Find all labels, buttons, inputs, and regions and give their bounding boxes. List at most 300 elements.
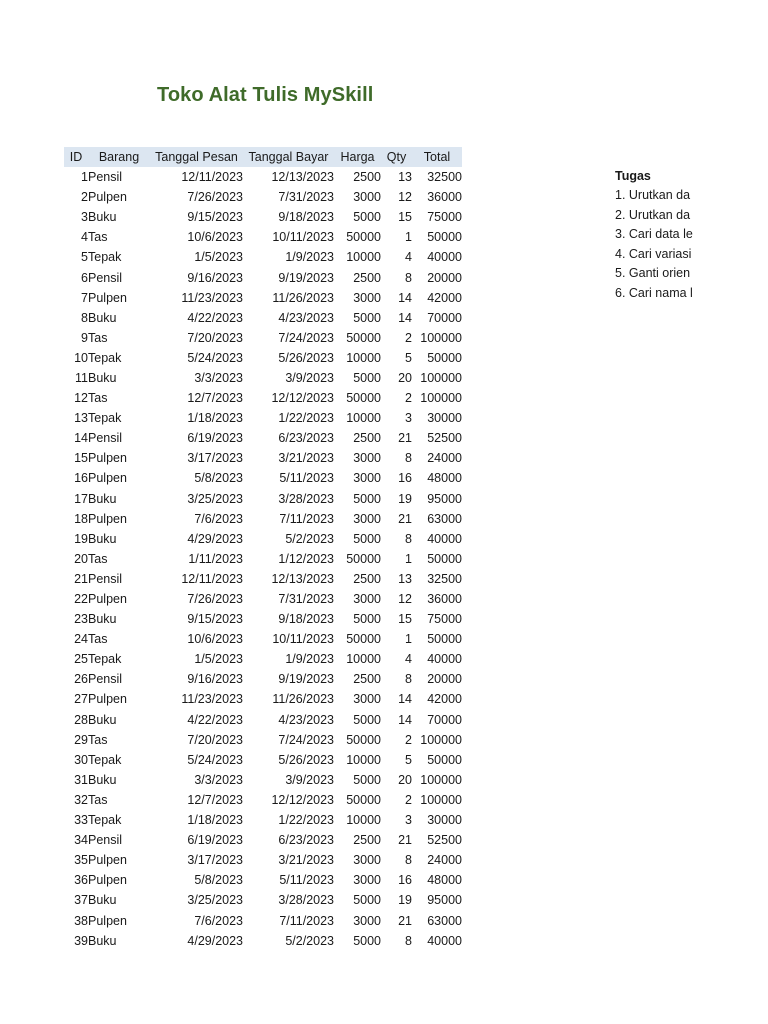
cell-tanggal-bayar[interactable]: 1/12/2023 [278, 551, 334, 566]
cell-tanggal-pesan[interactable]: 5/24/2023 [187, 752, 243, 767]
cell-harga[interactable]: 50000 [346, 391, 381, 406]
cell-tanggal-bayar[interactable]: 1/9/2023 [285, 250, 334, 265]
cell-barang[interactable]: Pulpen [88, 190, 127, 205]
cell-total[interactable]: 50000 [427, 230, 462, 245]
cell-total[interactable]: 36000 [427, 592, 462, 607]
task-item-4[interactable]: 4. Cari variasi [615, 246, 692, 261]
cell-qty[interactable]: 20 [398, 370, 412, 385]
cell-tanggal-pesan[interactable]: 3/25/2023 [187, 893, 243, 908]
cell-tanggal-pesan[interactable]: 4/22/2023 [187, 310, 243, 325]
cell-barang[interactable]: Pensil [88, 170, 123, 185]
cell-barang[interactable]: Pulpen [88, 290, 127, 305]
cell-total[interactable]: 50000 [427, 350, 462, 365]
cell-qty[interactable]: 13 [398, 571, 412, 586]
cell-tanggal-bayar[interactable]: 9/19/2023 [278, 270, 334, 285]
cell-harga[interactable]: 5000 [353, 370, 381, 385]
cell-barang[interactable]: Buku [88, 370, 117, 385]
cell-tanggal-pesan[interactable]: 7/20/2023 [187, 330, 243, 345]
cell-tanggal-bayar[interactable]: 3/9/2023 [285, 370, 334, 385]
cell-total[interactable]: 30000 [427, 813, 462, 828]
table-row [64, 689, 462, 709]
cell-total[interactable]: 24000 [427, 853, 462, 868]
cell-id[interactable]: 11 [75, 370, 88, 385]
cell-tanggal-bayar[interactable]: 5/26/2023 [278, 350, 334, 365]
cell-id[interactable]: 20 [74, 551, 88, 566]
cell-barang[interactable]: Pulpen [88, 873, 127, 888]
cell-id[interactable]: 33 [74, 813, 88, 828]
cell-total[interactable]: 40000 [427, 531, 462, 546]
cell-total[interactable]: 100000 [420, 732, 462, 747]
cell-total[interactable]: 36000 [427, 190, 462, 205]
cell-barang[interactable]: Tepak [88, 411, 122, 426]
cell-id[interactable]: 4 [81, 230, 88, 245]
cell-barang[interactable]: Pulpen [88, 913, 127, 928]
cell-barang[interactable]: Pensil [88, 833, 123, 848]
cell-harga[interactable]: 5000 [353, 210, 381, 225]
cell-id[interactable]: 12 [74, 391, 88, 406]
cell-tanggal-bayar[interactable]: 10/11/2023 [272, 230, 334, 245]
cell-tanggal-pesan[interactable]: 10/6/2023 [187, 230, 243, 245]
cell-qty[interactable]: 5 [405, 350, 412, 365]
cell-barang[interactable]: Pensil [88, 270, 123, 285]
cell-tanggal-bayar[interactable]: 11/26/2023 [272, 692, 334, 707]
cell-qty[interactable]: 8 [405, 451, 412, 466]
cell-id[interactable]: 24 [74, 632, 88, 647]
cell-qty[interactable]: 20 [398, 772, 412, 787]
task-item-2[interactable]: 2. Urutkan da [615, 207, 691, 222]
cell-id[interactable]: 32 [74, 792, 88, 807]
cell-total[interactable]: 30000 [427, 411, 462, 426]
header-cell-barang[interactable]: Barang [88, 147, 150, 167]
cell-qty[interactable]: 8 [405, 933, 412, 948]
cell-tanggal-pesan[interactable]: 9/15/2023 [187, 210, 243, 225]
cell-tanggal-bayar[interactable]: 9/18/2023 [278, 210, 334, 225]
cell-harga[interactable]: 3000 [353, 290, 381, 305]
cell-id[interactable]: 17 [74, 491, 88, 506]
cell-id[interactable]: 3 [81, 210, 88, 225]
cell-total[interactable]: 48000 [427, 873, 462, 888]
cell-barang[interactable]: Tas [88, 551, 108, 566]
cell-qty[interactable]: 15 [398, 210, 412, 225]
cell-tanggal-pesan[interactable]: 12/7/2023 [187, 391, 243, 406]
cell-harga[interactable]: 3000 [353, 692, 381, 707]
header-cell-qty[interactable]: Qty [381, 147, 412, 167]
cell-tanggal-bayar[interactable]: 1/9/2023 [285, 652, 334, 667]
cell-total[interactable]: 24000 [427, 451, 462, 466]
cell-harga[interactable]: 2500 [353, 431, 381, 446]
cell-harga[interactable]: 10000 [346, 752, 381, 767]
cell-total[interactable]: 48000 [427, 471, 462, 486]
cell-qty[interactable]: 4 [405, 652, 412, 667]
table-row [64, 931, 462, 951]
cell-tanggal-bayar[interactable]: 3/9/2023 [285, 772, 334, 787]
cell-qty[interactable]: 16 [398, 873, 412, 888]
cell-id[interactable]: 22 [74, 592, 88, 607]
orders-table [64, 147, 462, 951]
cell-harga[interactable]: 3000 [353, 451, 381, 466]
cell-barang[interactable]: Tas [88, 230, 108, 245]
cell-tanggal-bayar[interactable]: 10/11/2023 [272, 632, 334, 647]
cell-tanggal-bayar[interactable]: 3/28/2023 [278, 491, 334, 506]
cell-tanggal-bayar[interactable]: 3/21/2023 [278, 451, 334, 466]
cell-id[interactable]: 6 [81, 270, 88, 285]
cell-tanggal-pesan[interactable]: 6/19/2023 [187, 833, 243, 848]
cell-barang[interactable]: Tas [88, 792, 108, 807]
cell-id[interactable]: 5 [81, 250, 88, 265]
cell-tanggal-bayar[interactable]: 5/2/2023 [285, 531, 334, 546]
cell-tanggal-bayar[interactable]: 4/23/2023 [278, 310, 334, 325]
cell-total[interactable]: 50000 [427, 632, 462, 647]
cell-harga[interactable]: 3000 [353, 592, 381, 607]
cell-tanggal-bayar[interactable]: 7/31/2023 [278, 592, 334, 607]
cell-tanggal-bayar[interactable]: 12/13/2023 [271, 571, 334, 586]
cell-total[interactable]: 20000 [427, 270, 462, 285]
cell-id[interactable]: 1 [81, 170, 88, 185]
cell-harga[interactable]: 5000 [353, 712, 381, 727]
cell-id[interactable]: 23 [74, 612, 88, 627]
cell-tanggal-bayar[interactable]: 3/21/2023 [278, 853, 334, 868]
cell-qty[interactable]: 2 [405, 330, 412, 345]
cell-id[interactable]: 13 [74, 411, 88, 426]
cell-total[interactable]: 40000 [427, 250, 462, 265]
cell-harga[interactable]: 3000 [353, 913, 381, 928]
table-row [64, 609, 462, 629]
cell-harga[interactable]: 50000 [346, 330, 381, 345]
cell-tanggal-bayar[interactable]: 5/2/2023 [285, 933, 334, 948]
cell-harga[interactable]: 5000 [353, 612, 381, 627]
cell-tanggal-pesan[interactable]: 4/22/2023 [187, 712, 243, 727]
cell-qty[interactable]: 1 [405, 551, 412, 566]
cell-harga[interactable]: 10000 [346, 652, 381, 667]
cell-tanggal-bayar[interactable]: 3/28/2023 [278, 893, 334, 908]
cell-qty[interactable]: 3 [405, 813, 412, 828]
cell-id[interactable]: 37 [74, 893, 88, 908]
cell-total[interactable]: 100000 [420, 792, 462, 807]
cell-id[interactable]: 15 [74, 451, 88, 466]
cell-tanggal-pesan[interactable]: 7/6/2023 [194, 511, 243, 526]
cell-harga[interactable]: 50000 [346, 230, 381, 245]
cell-tanggal-bayar[interactable]: 7/24/2023 [278, 732, 334, 747]
cell-total[interactable]: 50000 [427, 752, 462, 767]
task-item-6[interactable]: 6. Cari nama l [615, 285, 693, 300]
cell-harga[interactable]: 5000 [353, 772, 381, 787]
cell-total[interactable]: 52500 [427, 431, 462, 446]
cell-qty[interactable]: 21 [398, 833, 412, 848]
table-row [64, 328, 462, 348]
cell-id[interactable]: 10 [74, 350, 88, 365]
cell-tanggal-pesan[interactable]: 1/5/2023 [194, 250, 243, 265]
cell-harga[interactable]: 50000 [346, 632, 381, 647]
header-cell-total[interactable]: Total [412, 147, 462, 167]
cell-barang[interactable]: Pulpen [88, 451, 127, 466]
cell-tanggal-bayar[interactable]: 5/26/2023 [278, 752, 334, 767]
cell-barang[interactable]: Buku [88, 531, 117, 546]
cell-id[interactable]: 29 [74, 732, 88, 747]
cell-id[interactable]: 19 [74, 531, 88, 546]
cell-barang[interactable]: Buku [88, 712, 117, 727]
cell-harga[interactable]: 10000 [346, 350, 381, 365]
header-cell-tanggal-pesan[interactable]: Tanggal Pesan [150, 147, 243, 167]
cell-barang[interactable]: Pulpen [88, 853, 127, 868]
cell-tanggal-pesan[interactable]: 1/5/2023 [194, 652, 243, 667]
cell-qty[interactable]: 8 [405, 270, 412, 285]
cell-harga[interactable]: 50000 [346, 551, 381, 566]
cell-harga[interactable]: 5000 [353, 310, 381, 325]
cell-tanggal-bayar[interactable]: 5/11/2023 [279, 471, 334, 486]
cell-tanggal-pesan[interactable]: 4/29/2023 [187, 933, 243, 948]
cell-harga[interactable]: 50000 [346, 792, 381, 807]
cell-tanggal-pesan[interactable]: 1/18/2023 [187, 813, 243, 828]
tasks-heading[interactable]: Tugas [615, 169, 651, 183]
cell-barang[interactable]: Tepak [88, 813, 122, 828]
cell-id[interactable]: 39 [74, 933, 88, 948]
cell-total[interactable]: 40000 [427, 933, 462, 948]
cell-total[interactable]: 100000 [420, 772, 462, 787]
table-row [64, 910, 462, 930]
cell-qty[interactable]: 4 [405, 250, 412, 265]
cell-barang[interactable]: Pensil [88, 672, 123, 687]
cell-qty[interactable]: 8 [405, 672, 412, 687]
cell-barang[interactable]: Tas [88, 632, 108, 647]
cell-barang[interactable]: Buku [88, 933, 117, 948]
cell-id[interactable]: 26 [74, 672, 88, 687]
cell-barang[interactable]: Buku [88, 893, 117, 908]
cell-qty[interactable]: 5 [405, 752, 412, 767]
cell-tanggal-pesan[interactable]: 5/8/2023 [194, 471, 243, 486]
cell-harga[interactable]: 5000 [353, 893, 381, 908]
cell-total[interactable]: 100000 [420, 370, 462, 385]
cell-barang[interactable]: Pensil [88, 571, 123, 586]
cell-id[interactable]: 14 [74, 431, 88, 446]
cell-tanggal-bayar[interactable]: 6/23/2023 [278, 431, 334, 446]
cell-tanggal-bayar[interactable]: 1/22/2023 [278, 411, 334, 426]
cell-qty[interactable]: 14 [398, 290, 412, 305]
cell-qty[interactable]: 3 [405, 411, 412, 426]
cell-id[interactable]: 2 [81, 190, 88, 205]
cell-harga[interactable]: 50000 [346, 732, 381, 747]
cell-qty[interactable]: 1 [405, 230, 412, 245]
cell-id[interactable]: 28 [74, 712, 88, 727]
cell-id[interactable]: 38 [74, 913, 88, 928]
cell-id[interactable]: 16 [74, 471, 88, 486]
cell-tanggal-bayar[interactable]: 11/26/2023 [272, 290, 334, 305]
task-item-3[interactable]: 3. Cari data le [615, 227, 693, 241]
cell-tanggal-bayar[interactable]: 4/23/2023 [278, 712, 334, 727]
cell-tanggal-pesan[interactable]: 3/25/2023 [187, 491, 243, 506]
cell-tanggal-pesan[interactable]: 1/11/2023 [188, 551, 243, 566]
cell-barang[interactable]: Pensil [88, 431, 123, 446]
cell-total[interactable]: 20000 [427, 672, 462, 687]
cell-id[interactable]: 8 [81, 310, 88, 325]
cell-qty[interactable]: 1 [405, 632, 412, 647]
cell-qty[interactable]: 14 [398, 310, 412, 325]
cell-id[interactable]: 27 [74, 692, 88, 707]
cell-tanggal-pesan[interactable]: 4/29/2023 [187, 531, 243, 546]
cell-qty[interactable]: 12 [398, 592, 412, 607]
cell-tanggal-pesan[interactable]: 7/6/2023 [194, 913, 243, 928]
cell-harga[interactable]: 10000 [346, 411, 381, 426]
task-item-1[interactable]: 1. Urutkan da [615, 188, 691, 202]
cell-total[interactable]: 63000 [427, 511, 462, 526]
cell-qty[interactable]: 15 [398, 612, 412, 627]
cell-barang[interactable]: Tepak [88, 752, 122, 767]
cell-total[interactable]: 70000 [427, 712, 462, 727]
cell-tanggal-bayar[interactable]: 7/11/2023 [279, 511, 334, 526]
cell-harga[interactable]: 3000 [353, 511, 381, 526]
cell-id[interactable]: 30 [74, 752, 88, 767]
cell-tanggal-bayar[interactable]: 12/12/2023 [271, 792, 334, 807]
cell-tanggal-pesan[interactable]: 9/16/2023 [187, 270, 243, 285]
cell-tanggal-pesan[interactable]: 3/17/2023 [187, 853, 243, 868]
cell-tanggal-pesan[interactable]: 5/8/2023 [194, 873, 243, 888]
cell-qty[interactable]: 14 [398, 712, 412, 727]
cell-tanggal-pesan[interactable]: 6/19/2023 [187, 431, 243, 446]
cell-total[interactable]: 75000 [427, 612, 462, 627]
cell-barang[interactable]: Pulpen [88, 592, 127, 607]
cell-qty[interactable]: 8 [405, 853, 412, 868]
cell-harga[interactable]: 3000 [353, 471, 381, 486]
cell-barang[interactable]: Buku [88, 612, 117, 627]
cell-qty[interactable]: 8 [405, 531, 412, 546]
cell-harga[interactable]: 2500 [353, 170, 381, 185]
cell-tanggal-pesan[interactable]: 3/17/2023 [187, 451, 243, 466]
cell-tanggal-bayar[interactable]: 7/11/2023 [279, 913, 334, 928]
cell-tanggal-pesan[interactable]: 7/20/2023 [187, 732, 243, 747]
cell-harga[interactable]: 3000 [353, 190, 381, 205]
cell-harga[interactable]: 5000 [353, 933, 381, 948]
cell-tanggal-pesan[interactable]: 12/7/2023 [187, 792, 243, 807]
cell-harga[interactable]: 10000 [346, 813, 381, 828]
table-row [64, 448, 462, 468]
header-cell-tanggal-bayar[interactable]: Tanggal Bayar [243, 147, 334, 167]
cell-barang[interactable]: Buku [88, 210, 117, 225]
cell-barang[interactable]: Tas [88, 391, 108, 406]
cell-qty[interactable]: 2 [405, 391, 412, 406]
cell-tanggal-pesan[interactable]: 7/26/2023 [187, 190, 243, 205]
cell-tanggal-bayar[interactable]: 9/18/2023 [278, 612, 334, 627]
cell-qty[interactable]: 14 [398, 692, 412, 707]
cell-qty[interactable]: 16 [398, 471, 412, 486]
cell-total[interactable]: 100000 [420, 330, 462, 345]
cell-tanggal-bayar[interactable]: 7/31/2023 [278, 190, 334, 205]
cell-qty[interactable]: 21 [398, 431, 412, 446]
cell-total[interactable]: 63000 [427, 913, 462, 928]
cell-qty[interactable]: 21 [398, 511, 412, 526]
header-cell-id[interactable]: ID [64, 147, 88, 167]
cell-total[interactable]: 42000 [427, 290, 462, 305]
cell-qty[interactable]: 19 [398, 491, 412, 506]
cell-id[interactable]: 21 [74, 571, 88, 586]
cell-tanggal-pesan[interactable]: 5/24/2023 [187, 350, 243, 365]
cell-barang[interactable]: Pulpen [88, 471, 127, 486]
cell-qty[interactable]: 13 [398, 170, 412, 185]
cell-total[interactable]: 40000 [427, 652, 462, 667]
cell-total[interactable]: 75000 [427, 210, 462, 225]
cell-barang[interactable]: Tas [88, 732, 108, 747]
cell-harga[interactable]: 2500 [353, 833, 381, 848]
table-row [64, 247, 462, 267]
cell-id[interactable]: 34 [74, 833, 88, 848]
cell-qty[interactable]: 19 [398, 893, 412, 908]
cell-total[interactable]: 95000 [427, 893, 462, 908]
table-row [64, 870, 462, 890]
cell-qty[interactable]: 2 [405, 792, 412, 807]
cell-tanggal-pesan[interactable]: 3/3/2023 [194, 370, 243, 385]
cell-id[interactable]: 36 [74, 873, 88, 888]
cell-barang[interactable]: Tas [88, 330, 108, 345]
cell-id[interactable]: 31 [74, 772, 88, 787]
cell-harga[interactable]: 3000 [353, 853, 381, 868]
cell-tanggal-pesan[interactable]: 11/23/2023 [181, 692, 243, 707]
cell-total[interactable]: 70000 [427, 310, 462, 325]
cell-barang[interactable]: Tepak [88, 652, 122, 667]
cell-total[interactable]: 32500 [427, 170, 462, 185]
cell-harga[interactable]: 2500 [353, 672, 381, 687]
cell-total[interactable]: 50000 [427, 551, 462, 566]
cell-total[interactable]: 32500 [427, 571, 462, 586]
cell-total[interactable]: 100000 [420, 391, 462, 406]
cell-barang[interactable]: Pulpen [88, 692, 127, 707]
table-row [64, 489, 462, 509]
cell-harga[interactable]: 5000 [353, 531, 381, 546]
cell-tanggal-bayar[interactable]: 5/11/2023 [279, 873, 334, 888]
cell-qty[interactable]: 12 [398, 190, 412, 205]
cell-barang[interactable]: Buku [88, 772, 117, 787]
cell-id[interactable]: 9 [81, 330, 88, 345]
cell-harga[interactable]: 3000 [353, 873, 381, 888]
cell-barang[interactable]: Pulpen [88, 511, 127, 526]
cell-barang[interactable]: Buku [88, 491, 117, 506]
cell-harga[interactable]: 5000 [353, 491, 381, 506]
cell-id[interactable]: 35 [74, 853, 88, 868]
cell-tanggal-bayar[interactable]: 7/24/2023 [278, 330, 334, 345]
cell-tanggal-pesan[interactable]: 9/16/2023 [187, 672, 243, 687]
cell-tanggal-bayar[interactable]: 12/12/2023 [271, 391, 334, 406]
table-row [64, 790, 462, 810]
cell-tanggal-bayar[interactable]: 6/23/2023 [278, 833, 334, 848]
cell-harga[interactable]: 10000 [346, 250, 381, 265]
cell-tanggal-pesan[interactable]: 3/3/2023 [194, 772, 243, 787]
cell-tanggal-bayar[interactable]: 1/22/2023 [278, 813, 334, 828]
cell-barang[interactable]: Buku [88, 310, 117, 325]
cell-harga[interactable]: 2500 [353, 270, 381, 285]
cell-tanggal-pesan[interactable]: 12/11/2023 [181, 571, 243, 586]
cell-id[interactable]: 18 [74, 511, 88, 526]
table-row [64, 308, 462, 328]
cell-tanggal-bayar[interactable]: 9/19/2023 [278, 672, 334, 687]
cell-id[interactable]: 25 [74, 652, 88, 667]
cell-tanggal-pesan[interactable]: 1/18/2023 [187, 411, 243, 426]
cell-tanggal-bayar[interactable]: 12/13/2023 [271, 170, 334, 185]
cell-id[interactable]: 7 [81, 290, 88, 305]
cell-tanggal-pesan[interactable]: 11/23/2023 [181, 290, 243, 305]
cell-tanggal-pesan[interactable]: 10/6/2023 [187, 632, 243, 647]
cell-tanggal-pesan[interactable]: 7/26/2023 [187, 592, 243, 607]
cell-barang[interactable]: Tepak [88, 250, 122, 265]
cell-total[interactable]: 52500 [427, 833, 462, 848]
cell-harga[interactable]: 2500 [353, 571, 381, 586]
table-row [64, 810, 462, 830]
cell-total[interactable]: 42000 [427, 692, 462, 707]
cell-tanggal-pesan[interactable]: 12/11/2023 [181, 170, 243, 185]
cell-barang[interactable]: Tepak [88, 350, 122, 365]
header-cell-harga[interactable]: Harga [334, 147, 381, 167]
task-item-5[interactable]: 5. Ganti orien [615, 266, 691, 280]
cell-total[interactable]: 95000 [427, 491, 462, 506]
cell-qty[interactable]: 21 [398, 913, 412, 928]
cell-qty[interactable]: 2 [405, 732, 412, 747]
cell-tanggal-pesan[interactable]: 9/15/2023 [187, 612, 243, 627]
